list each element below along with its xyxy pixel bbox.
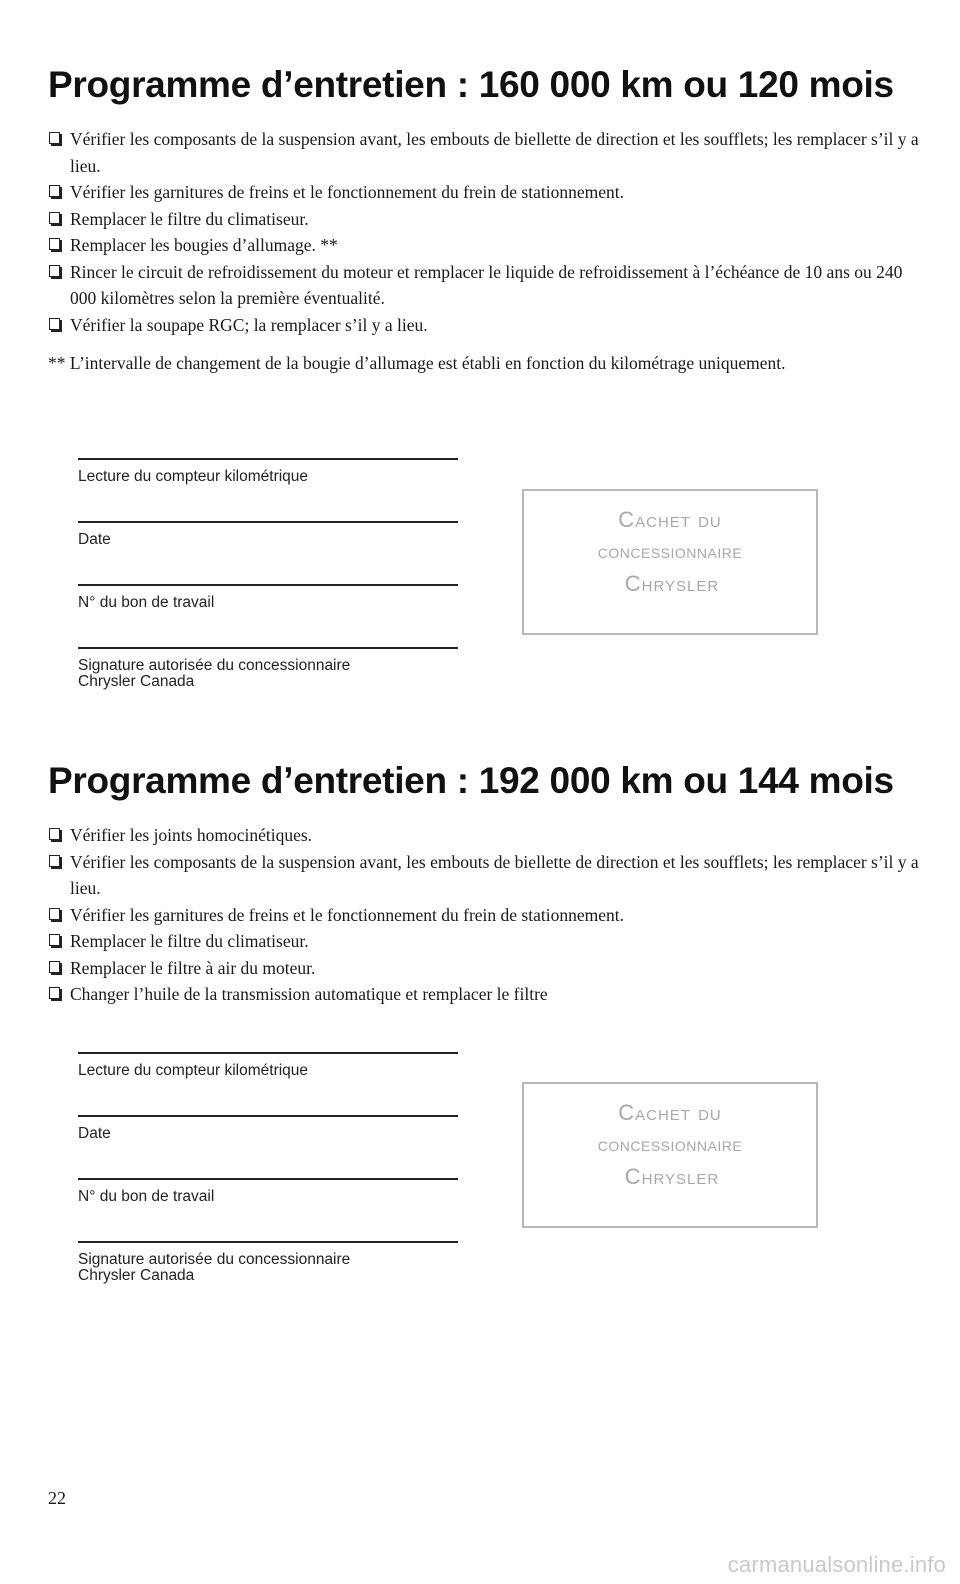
date-field[interactable] xyxy=(78,1115,458,1178)
watermark: carmanualsonline.info xyxy=(727,1552,946,1577)
checklist-item-text: Remplacer le filtre du climatiseur. xyxy=(70,931,309,951)
work-order-field[interactable] xyxy=(78,584,458,647)
field-label: Lecture du compteur kilométrique xyxy=(78,468,309,485)
work-order-field[interactable] xyxy=(78,1178,458,1241)
checkbox-icon[interactable] xyxy=(49,238,60,250)
field-label: Signature autorisée du concessionnaire Chrysler Canada xyxy=(78,1251,351,1284)
page-number: 22 xyxy=(48,1488,66,1508)
footnote: ** L’intervalle de changement de la bougie d’allumage est établi en fonction du kilométrage uniquement. xyxy=(48,353,786,373)
checklist-item-text: Rincer le circuit de refroidissement du moteur et remplacer le liquide de refroidissement à l’échéance de 10 ans ou 240 000 kilomètres selon la première éventualité. xyxy=(70,261,903,308)
checklist-item xyxy=(48,126,928,179)
signature-line xyxy=(78,1052,458,1054)
field-label: Date xyxy=(78,1125,111,1142)
signature-line xyxy=(78,1241,458,1243)
checklist-item-text: Vérifier les composants de la suspension avant, les embouts de biellette de direction et les soufflets; les remplacer s’il y a lieu. xyxy=(70,129,919,176)
stamp-line: Chrysler xyxy=(624,1164,720,1189)
checklist-item xyxy=(48,955,928,982)
checkbox-icon[interactable] xyxy=(49,855,60,867)
checkbox-icon[interactable] xyxy=(49,987,60,999)
dealer-stamp-box xyxy=(522,1082,818,1228)
checklist-item xyxy=(48,928,928,955)
field-label: Lecture du compteur kilométrique xyxy=(78,1062,309,1079)
signature-line xyxy=(78,1115,458,1117)
dealer-signature-field[interactable] xyxy=(78,647,458,710)
checklist xyxy=(48,126,928,338)
checklist-item-text: Vérifier les garnitures de freins et le fonctionnement du frein de stationnement. xyxy=(70,182,624,202)
checkbox-icon[interactable] xyxy=(49,828,60,840)
section-title: Programme d’entretien : 160 000 km ou 120 mois xyxy=(48,64,894,105)
stamp-line: Chrysler xyxy=(624,571,720,596)
checklist-item xyxy=(48,232,928,259)
checklist-item-text: Vérifier la soupape RGC; la remplacer s’il y a lieu. xyxy=(70,314,428,335)
checklist-item-text: Changer l’huile de la transmission automatique et remplacer le filtre xyxy=(70,984,548,1004)
signature-line xyxy=(78,584,458,586)
dealer-stamp-box xyxy=(522,489,818,635)
checklist xyxy=(48,822,928,1008)
maintenance-section-160000 xyxy=(48,62,928,377)
checklist-item-text: Vérifier les garnitures de freins et le fonctionnement du frein de stationnement. xyxy=(70,904,624,925)
stamp-line: Cachet du xyxy=(618,1100,722,1125)
checklist-item xyxy=(48,206,928,233)
stamp-line: concessionnaire xyxy=(597,541,743,563)
checkbox-icon[interactable] xyxy=(49,934,60,946)
section-title: Programme d’entretien : 192 000 km ou 144 mois xyxy=(48,760,894,801)
checklist-item-text: Vérifier les joints homocinétiques. xyxy=(70,825,313,845)
checkbox-icon[interactable] xyxy=(49,265,60,277)
checkbox-icon[interactable] xyxy=(49,908,60,920)
checklist-item-text: Remplacer le filtre à air du moteur. xyxy=(70,957,316,978)
signature-line xyxy=(78,647,458,649)
signature-line xyxy=(78,458,458,460)
service-record-form xyxy=(78,1052,458,1304)
checklist-item xyxy=(48,981,928,1008)
field-label: Signature autorisée du concessionnaire Chrysler Canada xyxy=(78,657,351,690)
checklist-item xyxy=(48,902,928,929)
checklist-item xyxy=(48,312,928,339)
checklist-item xyxy=(48,179,928,206)
stamp-line: Cachet du xyxy=(618,507,722,532)
checklist-item xyxy=(48,849,928,902)
checklist-item xyxy=(48,822,928,849)
field-label: Date xyxy=(78,531,111,548)
odometer-field[interactable] xyxy=(78,458,458,521)
checklist-item-text: Remplacer les bougies d’allumage. ** xyxy=(70,235,338,255)
checkbox-icon[interactable] xyxy=(49,185,60,197)
checklist-item xyxy=(48,259,928,312)
date-field[interactable] xyxy=(78,521,458,584)
checkbox-icon[interactable] xyxy=(49,212,60,224)
signature-line xyxy=(78,1178,458,1180)
checkbox-icon[interactable] xyxy=(49,132,60,144)
field-label: N° du bon de travail xyxy=(78,594,215,611)
stamp-line: concessionnaire xyxy=(597,1134,743,1156)
maintenance-section-192000 xyxy=(48,758,928,1008)
checklist-item-text: Remplacer le filtre du climatiseur. xyxy=(70,208,309,229)
service-record-form xyxy=(78,458,458,710)
checklist-item-text: Vérifier les composants de la suspension avant, les embouts de biellette de direction et les soufflets; les remplacer s’il y a lieu. xyxy=(70,851,919,898)
signature-line xyxy=(78,521,458,523)
checkbox-icon[interactable] xyxy=(49,961,60,973)
checkbox-icon[interactable] xyxy=(49,318,60,330)
odometer-field[interactable] xyxy=(78,1052,458,1115)
dealer-signature-field[interactable] xyxy=(78,1241,458,1304)
field-label: N° du bon de travail xyxy=(78,1188,215,1205)
